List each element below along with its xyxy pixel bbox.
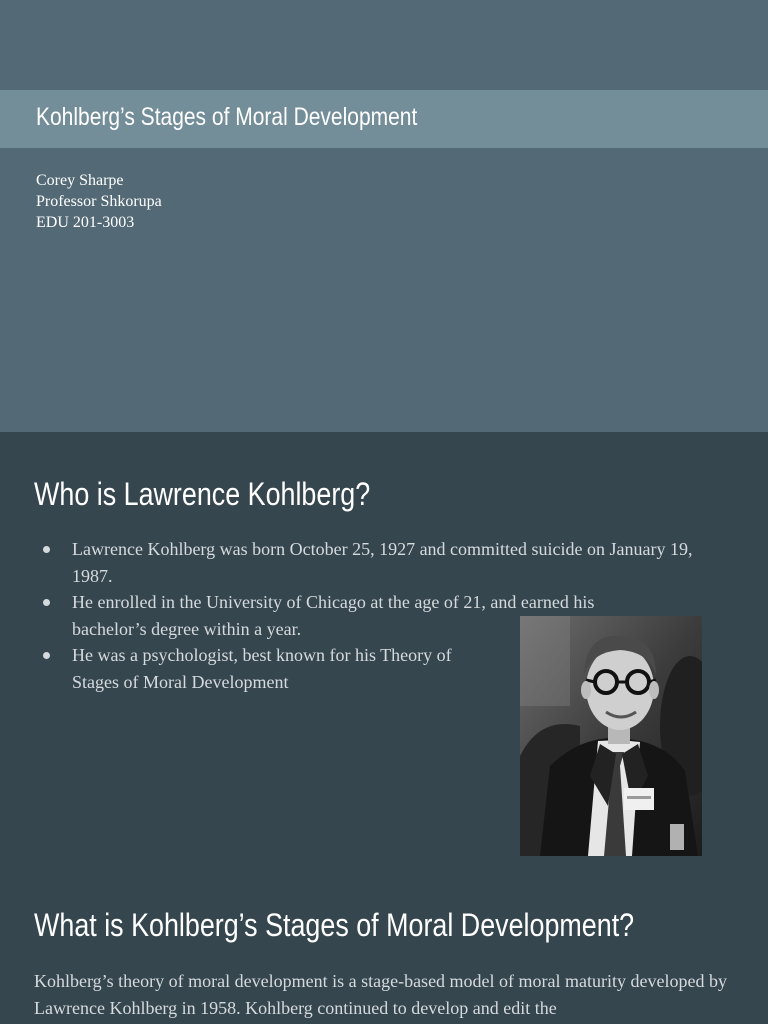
bullet-text: He was a psychologist, best known for his Theory of Stages of Moral Development [72, 645, 452, 692]
professor-name: Professor Shkorupa [36, 193, 162, 210]
bullet-dot-icon [43, 546, 50, 553]
intro-paragraph: Kohlberg’s theory of moral development is a stage-based model of moral maturity developed by Lawrence Kohlberg in 1958. Kohlberg continued to develop and edit the [34, 971, 727, 1018]
bullet-text: He enrolled in the University of Chicago at the age of 21, and earned his bachelor’s degree within a year. [72, 592, 595, 639]
slide-title: Kohlberg’s Stages of Moral Development [36, 103, 418, 131]
content-slide [0, 432, 768, 1024]
course-code: EDU 201-3003 [36, 214, 135, 231]
list-item [0, 642, 502, 695]
author-block [36, 170, 162, 233]
kohlberg-photo [520, 616, 702, 856]
title-band [0, 90, 768, 148]
list-item [0, 536, 732, 589]
title-slide [0, 0, 768, 432]
bullet-text: Lawrence Kohlberg was born October 25, 1927 and committed suicide on January 19, 1987. [72, 539, 693, 586]
author-name: Corey Sharpe [36, 172, 124, 189]
bullet-dot-icon [43, 599, 50, 606]
who-heading: Who is Lawrence Kohlberg? [34, 476, 371, 512]
bullet-dot-icon [43, 652, 50, 659]
portrait-illustration [520, 616, 702, 856]
what-heading: What is Kohlberg’s Stages of Moral Development? [34, 907, 635, 943]
